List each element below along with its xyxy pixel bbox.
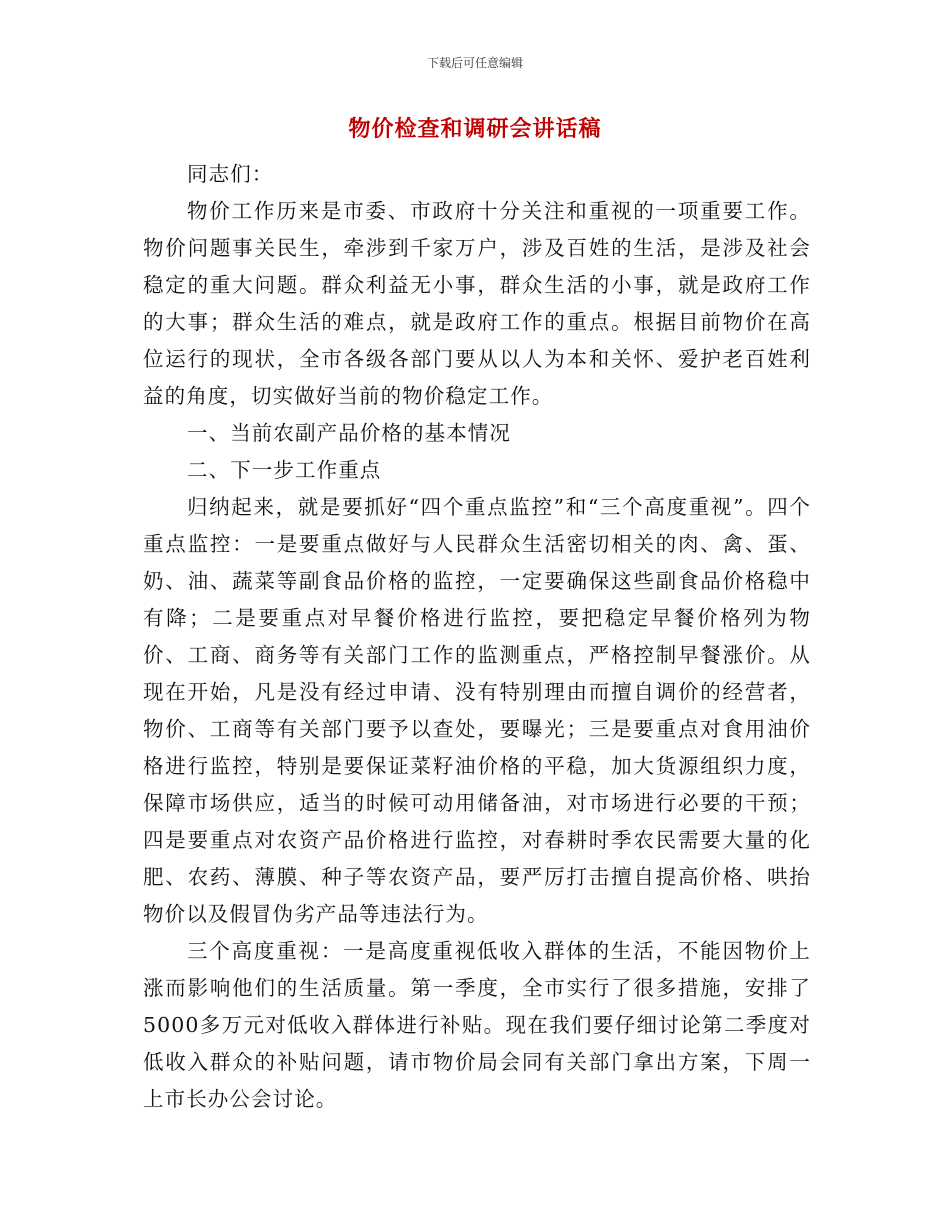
paragraph-four-monitoring: 归纳起来，就是要抓好“四个重点监控”和“三个高度重视”。四个重点监控：一是要重点做好与人民群众生活密切相关的肉、禽、蛋、奶、油、蔬菜等副食品价格的监控，一定要确保这些副食品价格稳中有降；二是要重点对早餐价格进行监控，要把稳定早餐价格列为物价、工商、商务等有关部门工作的监测重点，严格控制早餐涨价。从现在开始，凡是没有经过申请、没有特别理由而擅自调价的经营者，物价、工商等有关部门要予以查处，要曝光；三是要重点对食用油价格进行监控，特别是要保证菜籽油价格的平稳，加大货源组织力度，保障市场供应，适当的时候可动用储备油，对市场进行必要的干预；四是要重点对农资产品价格进行监控，对春耕时季农民需要大量的化肥、农药、薄膜、种子等农资产品，要严厉打击擅自提高价格、哄抬物价以及假冒伪劣产品等违法行为。 <box>143 495 811 926</box>
document-body <box>143 156 811 1118</box>
document-title: 物价检查和调研会讲话稿 <box>348 116 602 142</box>
salutation: 同志们： <box>187 162 274 186</box>
section-heading-1: 一、当前农副产品价格的基本情况 <box>187 421 511 445</box>
section-heading-2: 二、下一步工作重点 <box>187 458 382 482</box>
header-note: 下载后可任意编辑 <box>426 56 523 70</box>
paragraph-three-priorities: 三个高度重视：一是高度重视低收入群体的生活，不能因物价上涨而影响他们的生活质量。第一季度，全市实行了很多措施，安排了5000多万元对低收入群体进行补贴。现在我们要仔细讨论第二季度对低收入群众的补贴问题，请市物价局会同有关部门拿出方案，下周一上市长办公会讨论。 <box>143 939 811 1111</box>
paragraph-intro: 物价工作历来是市委、市政府十分关注和重视的一项重要工作。物价问题事关民生，牵涉到千家万户，涉及百姓的生活，是涉及社会稳定的重大问题。群众利益无小事，群众生活的小事，就是政府工作的大事；群众生活的难点，就是政府工作的重点。根据目前物价在高位运行的现状，全市各级各部门要从以人为本和关怀、爱护老百姓利益的角度，切实做好当前的物价稳定工作。 <box>143 199 811 408</box>
